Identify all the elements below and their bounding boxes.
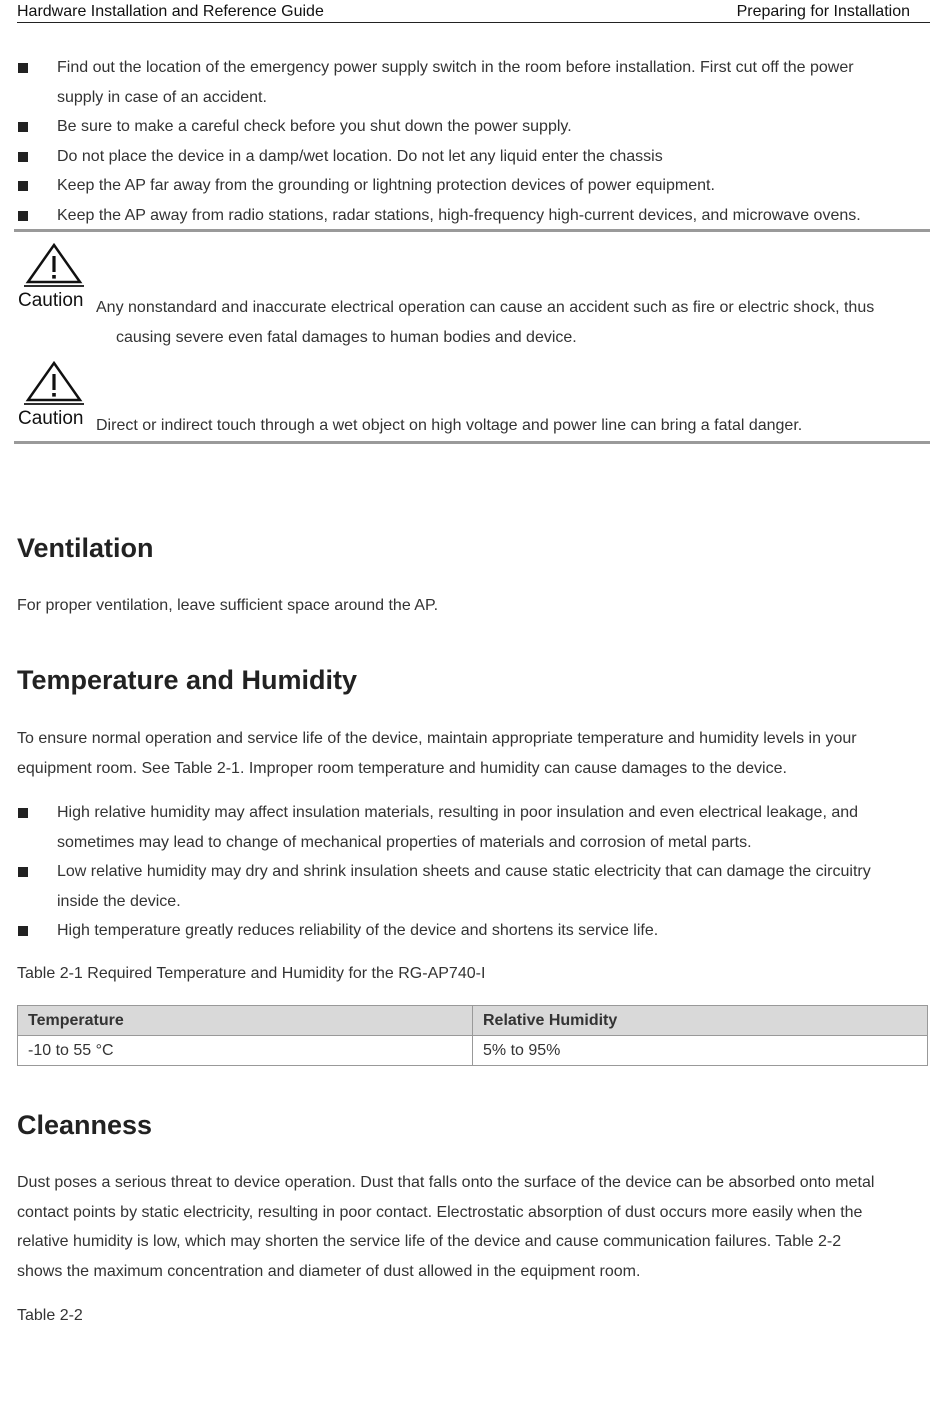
cell-humidity-range: 5% to 95% <box>473 1036 928 1066</box>
square-bullet-icon <box>18 122 28 132</box>
caution-block-2-text: Direct or indirect touch through a wet object on high voltage and power line can bring a fatal danger. <box>96 417 803 434</box>
list-item: High temperature greatly reduces reliability of the device and shortens its service life. <box>17 916 925 946</box>
square-bullet-icon <box>18 211 28 221</box>
warning-triangle-icon <box>24 360 84 406</box>
page-header <box>17 0 930 23</box>
square-bullet-icon <box>18 181 28 191</box>
cleanness-paragraph: Dust poses a serious threat to device operation. Dust that falls onto the surface of the device can be absorbed onto metal contact points by static electricity, resulting in poor contact. Electrostatic absorption of dust occurs more easily when the relative humidity is low, which may shorten the service life of the device and cause communication failures. Table 2-2 shows the maximum concentration and diameter of dust allowed in the equipment room. <box>17 1174 875 1280</box>
caution-block-1-icon <box>18 242 90 312</box>
header-document-title: Hardware Installation and Reference Guide <box>17 3 324 20</box>
square-bullet-icon <box>18 152 28 162</box>
header-chapter-title: Preparing for Installation <box>736 3 910 20</box>
list-item: High relative humidity may affect insulation materials, resulting in poor insulation and even electrical leakage, and sometimes may lead to change of mechanical properties of materials and corrosion of metal parts. <box>17 798 925 857</box>
safety-bullet-list <box>17 53 925 230</box>
list-item: Keep the AP away from radio stations, radar stations, high-frequency high-current devices, and microwave ovens. <box>17 201 925 231</box>
section-heading-cleanness: Cleanness <box>17 1110 153 1140</box>
section-heading-temperature-humidity: Temperature and Humidity <box>17 665 358 695</box>
list-item: Be sure to make a careful check before you shut down the power supply. <box>17 112 925 142</box>
column-header-relative-humidity: Relative Humidity <box>473 1006 928 1036</box>
caution-label: Caution <box>18 408 84 429</box>
temperature-intro-paragraph: To ensure normal operation and service life of the device, maintain appropriate temperature and humidity levels in your equipment room. See Table 2-1. Improper room temperature and humidity can cause damages to the device. <box>17 730 857 777</box>
list-item: Do not place the device in a damp/wet location. Do not let any liquid enter the chassis <box>17 142 925 172</box>
caution-top-divider <box>14 229 930 232</box>
humidity-bullet-list <box>17 798 925 946</box>
square-bullet-icon <box>18 63 28 73</box>
table-2-2-caption: Table 2-2 <box>17 1307 83 1324</box>
list-item: Low relative humidity may dry and shrink insulation sheets and cause static electricity that can damage the circuitry inside the device. <box>17 857 925 916</box>
table-header-row <box>18 1006 928 1036</box>
list-item: Keep the AP far away from the grounding or lightning protection devices of power equipment. <box>17 171 925 201</box>
table-row <box>18 1036 928 1066</box>
list-item: Find out the location of the emergency power supply switch in the room before installation. First cut off the power supply in case of an accident. <box>17 53 925 112</box>
cell-temperature-range: -10 to 55 °C <box>18 1036 473 1066</box>
caution-block-1-text: Any nonstandard and inaccurate electrical operation can cause an accident such as fire or electric shock, thus causing severe even fatal damages to human bodies and device. <box>96 299 875 346</box>
caution-bottom-divider <box>14 441 930 444</box>
square-bullet-icon <box>18 926 28 936</box>
table-2-1-caption: Table 2-1 Required Temperature and Humidity for the RG-AP740-I <box>17 965 486 982</box>
caution-label: Caution <box>18 290 84 311</box>
temperature-humidity-table <box>17 1005 928 1066</box>
ventilation-paragraph: For proper ventilation, leave sufficient space around the AP. <box>17 597 439 614</box>
section-heading-ventilation: Ventilation <box>17 533 154 563</box>
square-bullet-icon <box>18 867 28 877</box>
square-bullet-icon <box>18 808 28 818</box>
column-header-temperature: Temperature <box>18 1006 473 1036</box>
caution-block-2-icon <box>18 360 90 430</box>
warning-triangle-icon <box>24 242 84 288</box>
